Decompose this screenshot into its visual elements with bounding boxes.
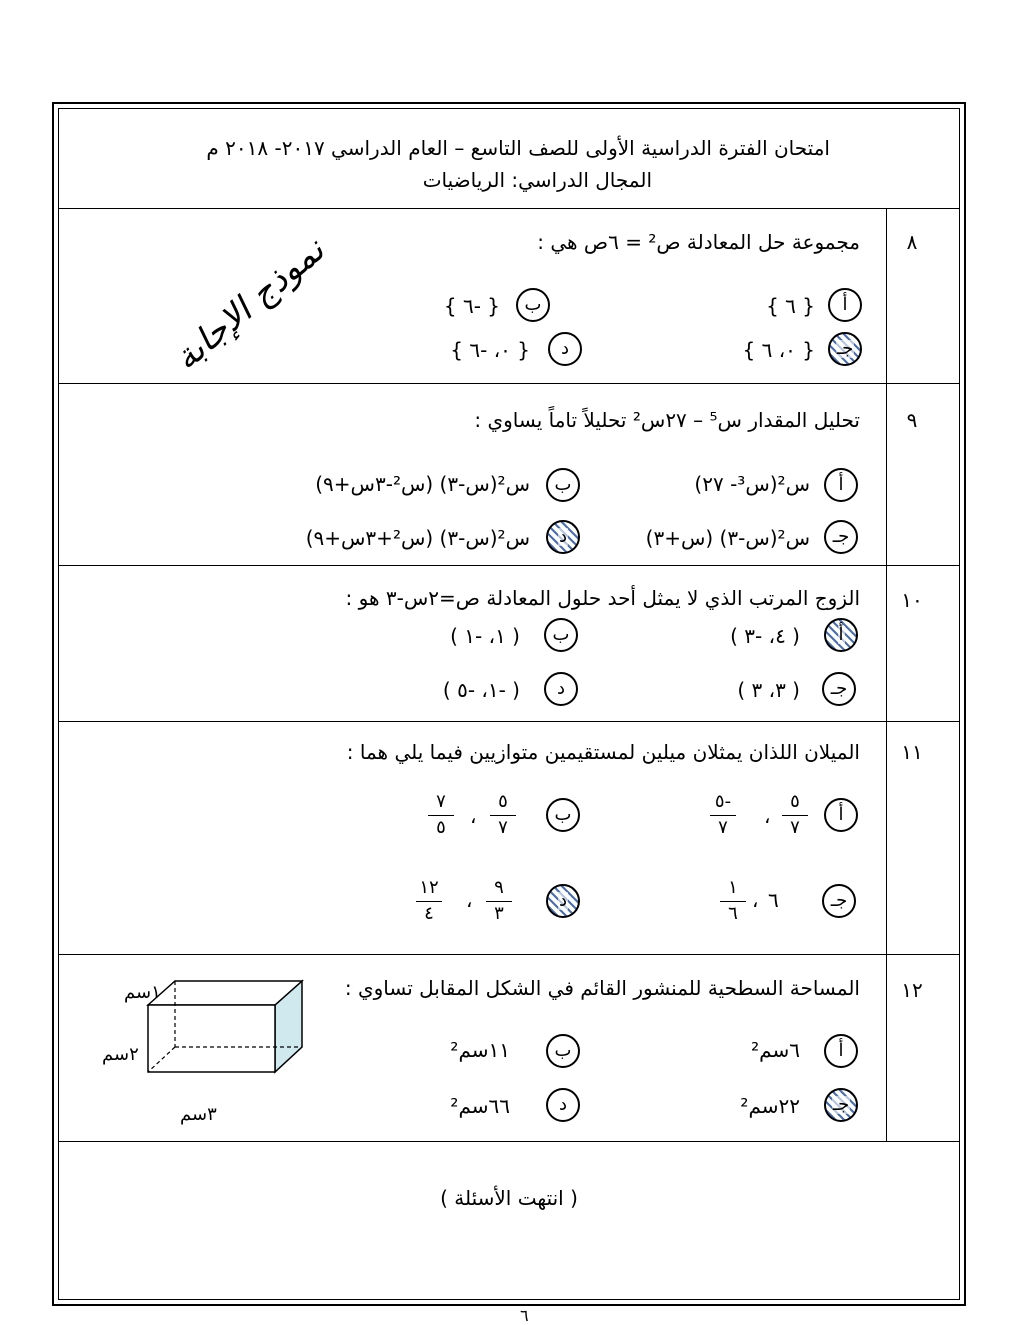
option-a-value: { ٦ } (766, 294, 815, 318)
whole-number: ٦ (768, 888, 779, 912)
prism-height-label: ٢سم (102, 1044, 139, 1065)
question-text: تحليل المقدار س⁵ – ٢٧س² تحليلاً تاماً يساوي : (474, 408, 860, 432)
answer-key-stamp (150, 225, 350, 385)
option-d-circle[interactable]: د (548, 332, 582, 366)
option-d-value: { ٠، -٦ } (450, 338, 530, 362)
option-d-value: س²(س-٣) (س²+٣س+٩) (305, 526, 530, 550)
end-of-questions: ( انتهت الأسئلة ) (440, 1186, 578, 1210)
row-divider (58, 954, 960, 955)
separator-comma: ، (764, 804, 771, 828)
option-b-value: ١١سم² (450, 1038, 510, 1062)
fraction: ٥ ٧ (490, 792, 516, 838)
option-d-circle[interactable]: د (546, 1088, 580, 1122)
option-b-circle[interactable]: ب (546, 1034, 580, 1068)
fraction: ١٢ ٤ (416, 878, 442, 924)
option-a-circle[interactable]: أ (824, 1034, 858, 1068)
fraction: ١ ٦ (720, 878, 746, 924)
option-c-circle-marked[interactable]: جـ (824, 1088, 858, 1122)
row-divider (58, 565, 960, 566)
question-text: المساحة السطحية للمنشور القائم في الشكل المقابل تساوي : (344, 976, 860, 1000)
question-number: ١١ (901, 740, 923, 764)
option-a-circle-marked[interactable]: أ (824, 618, 858, 652)
row-divider (58, 721, 960, 722)
fraction: -٥ ٧ (710, 792, 736, 838)
option-c-circle-marked[interactable]: جـ (828, 332, 862, 366)
prism-depth-label: ١سم (124, 982, 161, 1003)
separator-comma: ، (752, 888, 759, 912)
option-b-circle[interactable]: ب (546, 468, 580, 502)
option-b-circle[interactable]: ب (544, 618, 578, 652)
row-divider (58, 1141, 960, 1142)
question-text: الزوج المرتب الذي لا يمثل أحد حلول المعادلة ص=٢س-٣ هو : (345, 586, 860, 610)
separator-comma: ، (470, 804, 477, 828)
option-b-value: { -٦ } (443, 294, 500, 318)
option-c-circle[interactable]: جـ (822, 884, 856, 918)
option-a-circle[interactable]: أ (828, 288, 862, 322)
row-divider (58, 208, 960, 209)
option-d-value: ( -١، -٥ ) (442, 678, 520, 702)
option-d-value: ٦٦سم² (450, 1094, 510, 1118)
option-c-circle[interactable]: جـ (822, 672, 856, 706)
question-number: ٨ (906, 230, 918, 254)
question-text: الميلان اللذان يمثلان ميلين لمستقيمين متوازيين فيما يلي هما : (346, 740, 860, 764)
option-d-circle-marked[interactable]: د (546, 884, 580, 918)
question-number: ١٢ (901, 978, 923, 1002)
option-c-value: ٢٢سم² (740, 1094, 800, 1118)
option-c-circle[interactable]: جـ (824, 520, 858, 554)
question-text: مجموعة حل المعادلة ص² = ٦ص هي : (537, 230, 860, 254)
option-a-circle[interactable]: أ (824, 468, 858, 502)
option-c-value: ( ٣، ٣ ) (737, 678, 800, 702)
fraction: ٥ ٧ (782, 792, 808, 838)
separator-comma: ، (466, 888, 473, 912)
option-c-value: { ٠، ٦ } (742, 338, 815, 362)
option-d-circle[interactable]: د (544, 672, 578, 706)
question-number: ١٠ (901, 588, 923, 612)
number-column-divider (886, 208, 887, 1141)
option-b-value: ( ١، -١ ) (450, 624, 520, 648)
question-number: ٩ (906, 408, 918, 432)
exam-subject: المجال الدراسي: الرياضيات (422, 168, 652, 192)
answer-key-stamp-text: نموذج الإجابة (166, 230, 333, 379)
option-d-circle-marked[interactable]: د (546, 520, 580, 554)
option-a-value: ٦سم² (751, 1038, 800, 1062)
exam-title: امتحان الفترة الدراسية الأولى للصف التاسع – العام الدراسي ٢٠١٧- ٢٠١٨ م (206, 136, 830, 160)
option-b-value: س²(س-٣) (س²-٣س+٩) (315, 472, 530, 496)
option-a-value: س²(س³- ٢٧) (694, 472, 810, 496)
option-a-value: ( ٤، -٣ ) (730, 624, 800, 648)
option-c-value: س²(س-٣) (س+٣) (645, 526, 810, 550)
prism-width-label: ٣سم (180, 1104, 217, 1125)
fraction: ٩ ٣ (486, 878, 512, 924)
option-b-circle[interactable]: ب (516, 288, 550, 322)
option-b-circle[interactable]: ب (546, 798, 580, 832)
page-number: ٦ (520, 1306, 529, 1325)
option-a-circle[interactable]: أ (824, 798, 858, 832)
fraction: ٧ ٥ (428, 792, 454, 838)
